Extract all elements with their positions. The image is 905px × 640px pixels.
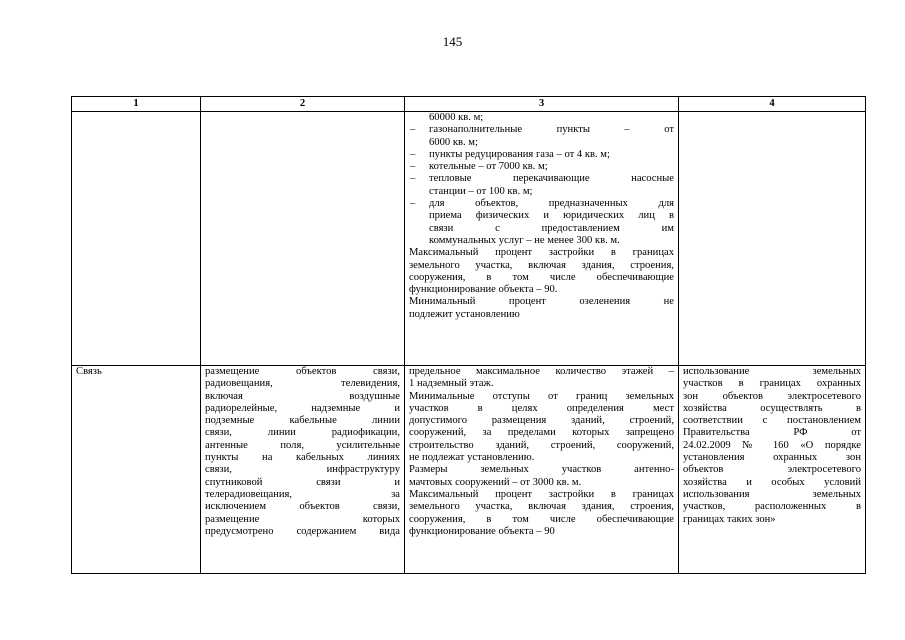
text-line: Размеры земельных участков антенно- (409, 464, 674, 476)
header-cell-4: 4 (679, 97, 866, 112)
text-line: связи, инфраструктуру (205, 464, 400, 476)
text-line: сооружения, в том числе обеспечивающие (409, 271, 674, 283)
page-number: 145 (442, 34, 463, 49)
svyaz-col4 (679, 366, 866, 574)
text-line: подлежит установлению (409, 308, 520, 320)
bullet-list (409, 124, 674, 247)
text-line: пункты на кабельных линиях (205, 452, 400, 464)
text-line: использование земельных (683, 366, 861, 377)
text-line: хозяйства и особых условий (683, 476, 861, 488)
text-line: 1 надземный этаж. (409, 378, 494, 390)
text-line: коммунальных услуг – не менее 300 кв. м. (429, 234, 620, 246)
dash-marker: – (410, 124, 416, 136)
text-line: соответствии с постановлением (683, 415, 861, 427)
text-line: 24.02.2009 № 160 «О порядке (683, 439, 861, 451)
cont-col2 (201, 112, 405, 366)
table-row-svyaz (72, 366, 866, 574)
dash-marker: – (410, 198, 416, 210)
text-line: котельные – от 7000 кв. м; (429, 161, 548, 173)
bullet-item (409, 149, 674, 161)
bullet-item (409, 161, 674, 173)
build-percent-paragraph (409, 247, 674, 296)
setbacks-paragraph (409, 391, 674, 465)
cont-first-line (409, 112, 674, 124)
text-line: функционирование объекта – 90. (409, 284, 558, 296)
text-line: сооружения, в том числе обеспечивающие (409, 513, 674, 525)
text-line: Минимальные отступы от границ земельных (409, 390, 674, 402)
svyaz-col3 (405, 366, 679, 574)
text-line: Минимальный процент озеленения не (409, 296, 674, 308)
cont-col1 (72, 112, 201, 366)
text-line: функционирование объекта – 90 (409, 525, 555, 537)
cont-col4 (679, 112, 866, 366)
text-line: телерадиовещания, за (205, 488, 400, 500)
text-line: границах таких зон» (683, 513, 776, 525)
text-line: участков в целях определения мест (409, 402, 674, 414)
text-line: пункты редуцирования газа – от 4 кв. м; (429, 148, 610, 160)
bullet-item (409, 198, 674, 247)
header-cell-3: 3 (405, 97, 679, 112)
text-line: 60000 кв. м; (429, 112, 484, 123)
header-cell-2: 2 (201, 97, 405, 112)
text-line: приема физических и юридических лиц в (429, 210, 674, 222)
dash-marker: – (410, 161, 416, 173)
text-line: тепловые перекачивающие насосные (429, 173, 674, 185)
sizes-paragraph (409, 464, 674, 489)
text-line: строительство зданий, строений, сооружений, (409, 439, 674, 451)
green-percent-paragraph (409, 296, 674, 321)
text-line: использования земельных (683, 488, 861, 500)
bullet-item (409, 173, 674, 198)
text-line: станции – от 100 кв. м; (429, 185, 533, 197)
text-line: размещение объектов связи, (205, 366, 400, 377)
header-cell-1: 1 (72, 97, 201, 112)
text-line: предусмотрено содержанием вида (205, 525, 400, 537)
text-line: связи с предоставлением им (429, 222, 674, 234)
text-line: включая воздушные (205, 390, 400, 402)
text-line: участков, расположенных в (683, 501, 861, 513)
text-line: Максимальный процент застройки в границах (409, 488, 674, 500)
text-line: земельного участка, включая здания, строения, (409, 501, 674, 513)
dash-marker: – (410, 148, 416, 160)
text-line: сооружений, за пределами которых запрещено (409, 427, 674, 439)
text-line: спутниковой связи и (205, 476, 400, 488)
text-line: допустимого размещения зданий, строений, (409, 415, 674, 427)
text-line: Максимальный процент застройки в границах (409, 247, 674, 259)
text-line: антенные поля, усилительные (205, 439, 400, 451)
svyaz-col2 (201, 366, 405, 574)
zoning-table (71, 96, 866, 574)
svyaz-col1: Связь (72, 366, 201, 574)
table-row-continuation (72, 112, 866, 366)
text-line: 6000 кв. м; (429, 136, 478, 148)
text-line: предельное максимальное количество этажей – (409, 366, 674, 377)
cont-col3 (405, 112, 679, 366)
table-header-row (72, 97, 866, 112)
bullet-item (409, 124, 674, 149)
text-line: размещение которых (205, 513, 400, 525)
text-line: для объектов, предназначенных для (429, 198, 674, 210)
text-line: не подлежат установлению. (409, 452, 535, 464)
text-line: зон объектов электросетевого (683, 390, 861, 402)
text-line: газонаполнительные пункты – от (429, 124, 674, 136)
text-line: радиорелейные, надземные и (205, 402, 400, 414)
text-line: исключением объектов связи, (205, 501, 400, 513)
text-line: объектов электросетевого (683, 464, 861, 476)
text-line: радиовещания, телевидения, (205, 378, 400, 390)
dash-marker: – (410, 173, 416, 185)
text-line: связи, линии радиофикации, (205, 427, 400, 439)
text-line: Правительства РФ от (683, 427, 861, 439)
floors-paragraph (409, 366, 674, 391)
text-line: установления охранных зон (683, 452, 861, 464)
text-line: хозяйства осуществлять в (683, 402, 861, 414)
text-line: участков в границах охранных (683, 378, 861, 390)
text-line: мачтовых сооружений – от 3000 кв. м. (409, 476, 582, 488)
build-percent-paragraph (409, 489, 674, 538)
text-line: подземные кабельные линии (205, 415, 400, 427)
text-line: земельного участка, включая здания, строения, (409, 259, 674, 271)
